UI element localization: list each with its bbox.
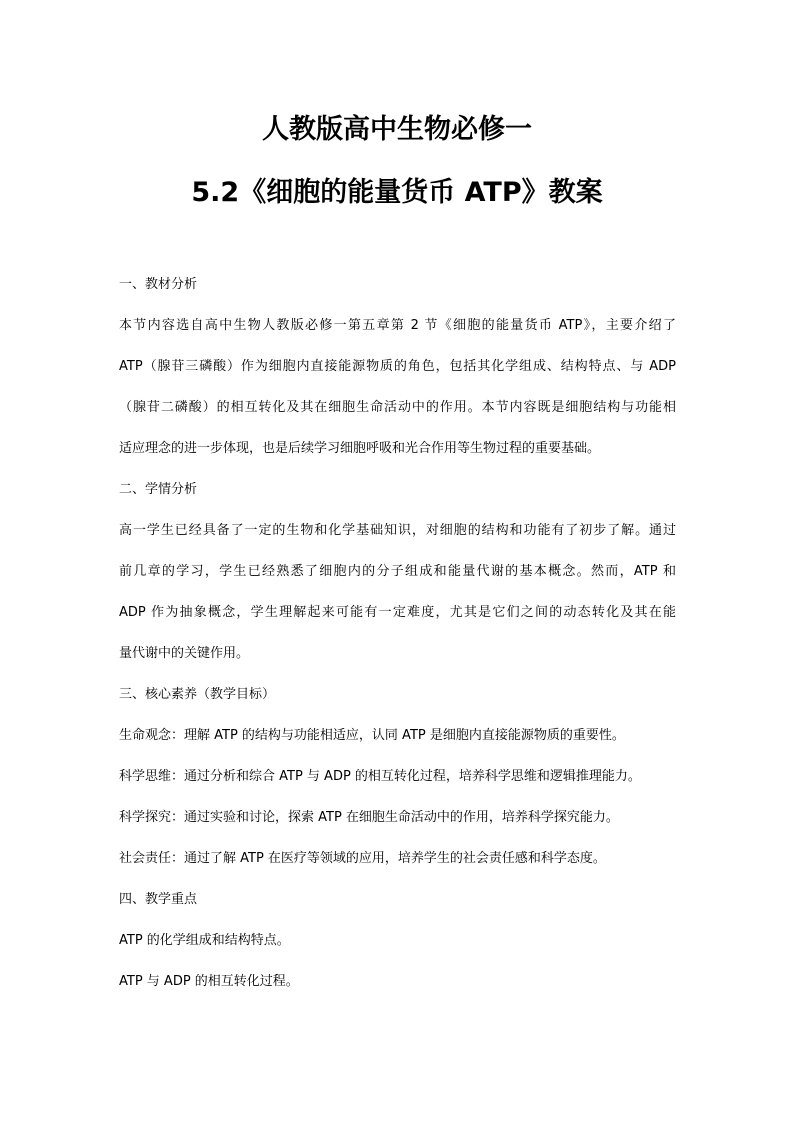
paragraph-line: ADP 作为抽象概念，学生理解起来可能有一定难度，尤其是它们之间的动态转化及其在能 [119, 605, 676, 620]
page-title: 人教版高中生物必修一 [262, 114, 532, 145]
objective-scientific-inquiry: 科学探究：通过实验和讨论，探索 ATP 在细胞生命活动中的作用，培养科学探究能力。 [119, 810, 619, 825]
section-heading-teaching-focus: 四、教学重点 [119, 892, 198, 907]
section-heading-textbook-analysis: 一、教材分析 [119, 277, 198, 292]
objective-scientific-thinking: 科学思维：通过分析和综合 ATP 与 ADP 的相互转化过程，培养科学思维和逻辑推理能力。 [119, 769, 641, 784]
paragraph-line: ATP（腺苷三磷酸）作为细胞内直接能源物质的角色，包括其化学组成、结构特点、与 ADP [119, 359, 676, 374]
page-subtitle: 5.2《细胞的能量货币 ATP》教案 [191, 177, 603, 208]
focus-item: ATP 的化学组成和结构特点。 [119, 933, 290, 948]
objective-social-responsibility: 社会责任：通过了解 ATP 在医疗等领域的应用，培养学生的社会责任感和科学态度。 [119, 851, 606, 866]
focus-item: ATP 与 ADP 的相互转化过程。 [119, 974, 299, 989]
document-body [119, 273, 676, 1011]
paragraph-line: 前几章的学习，学生已经熟悉了细胞内的分子组成和能量代谢的基本概念。然而，ATP 和 [119, 564, 676, 579]
paragraph-line: 本节内容选自高中生物人教版必修一第五章第 2 节《细胞的能量货币 ATP》，主要介绍了 [119, 318, 676, 333]
objective-life-concept: 生命观念：理解 ATP 的结构与功能相适应，认同 ATP 是细胞内直接能源物质的重要性。 [119, 728, 625, 743]
section-heading-student-analysis: 二、学情分析 [119, 482, 198, 497]
paragraph-line: 量代谢中的关键作用。 [119, 646, 250, 661]
paragraph-line: （腺苷二磷酸）的相互转化及其在细胞生命活动中的作用。本节内容既是细胞结构与功能相 [119, 400, 676, 415]
section-heading-core-literacy: 三、核心素养（教学目标） [119, 687, 276, 702]
paragraph-line: 适应理念的进一步体现，也是后续学习细胞呼吸和光合作用等生物过程的重要基础。 [119, 441, 601, 456]
paragraph-line: 高一学生已经具备了一定的生物和化学基础知识，对细胞的结构和功能有了初步了解。通过 [119, 523, 676, 538]
